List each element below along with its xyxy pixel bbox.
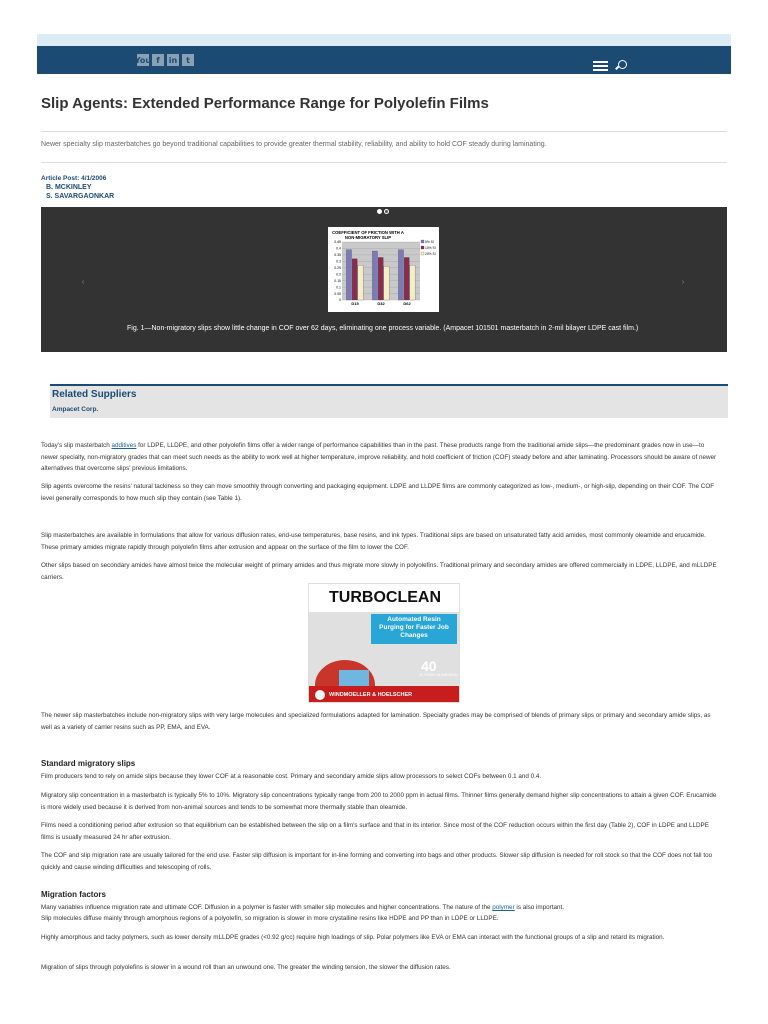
bar: [352, 259, 357, 300]
slider-dots: [377, 209, 389, 214]
body-paragraph: Slip agents overcome the resins' natural tackiness so they can move smoothly through converting and packaging equipment. LDPE and LLDPE films are commonly categorized as low-, medium-, or high-slip, depending on their COF. The COF level generally corresponds to how much slip they contain (see Table 1).: [41, 483, 715, 502]
chart-title: COEFFICIENT OF FRICTION WITH A: [332, 230, 404, 235]
top-strip: [37, 34, 731, 46]
article-post-date: Article Post: 4/1/2006: [41, 175, 107, 182]
y-tick-label: 0.25: [334, 265, 341, 270]
y-tick-label: 0.2: [336, 272, 341, 277]
legend-label: 20% SI: [425, 252, 436, 256]
bar: [384, 266, 389, 300]
divider: [41, 162, 727, 163]
article-subtitle: Newer specialty slip masterbatches go beyond traditional capabilities to provide greater thermal stability, reliability, and ability to hold COF steady during laminating.: [41, 141, 547, 148]
body-paragraph: Slip masterbatches are available in formulations that allow for various diffusion rates, end-use temperatures, base resins, and ink types. Traditional slips are based on unsaturated fatty acid amides, most commonly oleamide and erucamide. These primary amides migrate rapidly through polyolefin films after extrusion and appear on the surface of the film to lower the COF.: [41, 532, 706, 551]
y-tick-label: 0.15: [334, 278, 341, 283]
body-paragraph: Other slips based on secondary amides have almost twice the molecular weight of primary amides and thus migrate more slowly in polyolefins. Traditional primary and secondary amides are offered commercially in LDPE, LLDPE, and mLLDPE carriers.: [41, 562, 717, 581]
ad-anniversary-text: 40 YEARS IN AMERICA: [419, 673, 457, 677]
body-paragraph: [41, 902, 721, 914]
twitter-icon[interactable]: t: [182, 54, 194, 66]
search-icon[interactable]: [618, 60, 627, 69]
related-suppliers-heading: Related Suppliers: [52, 389, 137, 400]
text-run: for LDPE, LLDPE, and other polyolefin films offer a wider range of performance capabilities than in the past. These products range from the traditional amide slips—the predominant grades now in use—to newer specialty, non-migratory grades that can meet such needs as the ability to work well at higher temperature, improve reliability, and hold coefficient of friction (COF) steady before and after laminating. Processors should be aware of newer alternatives that overcome slips' previous limitations.: [41, 442, 717, 472]
y-tick-label: 0.4: [336, 246, 341, 251]
related-suppliers: [50, 386, 728, 418]
social-links: [134, 54, 194, 66]
ad-title: TURBOCLEAN: [329, 589, 441, 606]
y-tick-label: 0.45: [334, 240, 341, 245]
turboclean-ad[interactable]: [308, 583, 460, 703]
y-tick-label: 0.35: [334, 253, 341, 258]
body-paragraph: Films need a conditioning period after extrusion so that equilibrium can be established between the slip on a film's surface and that in its interior. Since most of the COF reduction occurs within the first day (Table 2), COF in LDPE and LLDPE films is usually measured 24 hr after extrusion.: [41, 822, 709, 841]
site-navbar: [37, 46, 731, 74]
x-tick-label: D15: [351, 301, 359, 306]
body-paragraph: The COF and slip migration rate are usually tailored for the end use. Faster slip diffusion is important for in-line forming and converting into bags and other products. Slower slip diffusion is needed for roll stock so that the COF does not fall too quickly and cause winding difficulties and telescoping of rolls.: [41, 852, 713, 871]
slider-dot[interactable]: [377, 209, 382, 214]
ad-anniversary-number: 40: [421, 658, 437, 674]
chart-title: NON-MIGRATORY SLIP: [344, 235, 392, 240]
body-paragraph: Migration of slips through polyolefins is slower in a wound roll than an unwound one. The greater the winding tension, the slower the diffusion rates.: [41, 964, 451, 971]
body-paragraph: Slip molecules diffuse mainly through amorphous regions of a polyolefin, so migration is slower in more crystalline resins like HDPE and PP than in LDPE or LLDPE.: [41, 915, 499, 922]
bar: [358, 265, 363, 300]
bar: [378, 257, 383, 300]
body-paragraph: Film producers tend to rely on amide slips because they lower COF at a reasonable cost. Primary and secondary amide slips allow processors to select COFs between 0.1 and 0.4.: [41, 773, 542, 780]
y-tick-label: 0: [339, 298, 341, 303]
legend-swatch: [421, 246, 424, 249]
polymer-link[interactable]: polymer: [492, 904, 515, 911]
legend-swatch: [421, 240, 424, 243]
ad-brand-bar: [309, 686, 460, 703]
wh-logo-icon: [315, 690, 325, 700]
bar: [346, 250, 351, 300]
ad-tagline: Automated Resin Purging for Faster Job Changes: [371, 614, 457, 644]
bar: [398, 250, 403, 300]
slider-caption: Fig. 1—Non-migratory slips show little change in COF over 62 days, eliminating one process variable. (Ampacet 101501 masterbatch in 2-mil bilayer LDPE cast film.): [127, 325, 639, 332]
bar: [372, 251, 377, 300]
youtube-icon[interactable]: You: [134, 55, 152, 65]
text-run: Today's slip masterbatch: [41, 442, 112, 449]
bar: [410, 265, 415, 300]
author-link[interactable]: S. SAVARGAONKAR: [46, 193, 115, 200]
cof-chart-figure: [328, 227, 439, 312]
supplier-link[interactable]: Ampacet Corp.: [52, 406, 99, 413]
legend-swatch: [421, 252, 424, 255]
text-run: is also important.: [514, 904, 565, 911]
slider-prev-icon[interactable]: ‹: [81, 277, 85, 288]
x-tick-label: D32: [377, 301, 385, 306]
text-run: Many variables influence migration rate and ultimate COF. Diffusion in a polymer is faster with smaller slip molecules and higher concentrations. The nature of the: [41, 904, 493, 911]
bar: [404, 257, 409, 300]
x-tick-label: D62: [403, 301, 411, 306]
body-paragraph: Migratory slip concentration in a masterbatch is typically 5% to 10%. Migratory slip concentrations typically range from 200 to 2000 ppm in actual films. Thinner films generally demand higher slip concentrations to attain a given COF. Erucamide is more widely used because it is derived from non-animal sources and tends to be somewhat more thermally stable than oleamide.: [41, 792, 717, 811]
divider: [41, 131, 727, 132]
slider-next-icon[interactable]: ›: [681, 277, 685, 288]
additives-link[interactable]: additives: [111, 442, 137, 449]
ad-brand: WINDMOELLER & HOELSCHER: [329, 692, 413, 698]
hamburger-menu-icon[interactable]: [593, 61, 608, 71]
image-slider: [41, 207, 727, 352]
body-paragraph: [41, 440, 721, 475]
facebook-icon[interactable]: f: [152, 54, 164, 66]
legend-label: 10% SI: [425, 246, 436, 250]
body-paragraph: Highly amorphous and tacky polymers, such as lower density mLLDPE grades (<0.92 g/cc) require high loadings of slip. Polar polymers like EVA or EMA can interact with the functional groups of a slip and retard its migration.: [41, 934, 665, 941]
y-tick-label: 0.05: [334, 291, 341, 296]
section-heading: Standard migratory slips: [41, 759, 136, 768]
cof-bar-chart: [328, 227, 439, 312]
author-link[interactable]: B. MCKINLEY: [46, 184, 92, 191]
page-title: Slip Agents: Extended Performance Range for Polyolefin Films: [41, 95, 489, 112]
section-heading: Migration factors: [41, 890, 106, 899]
y-tick-label: 0.3: [336, 259, 341, 264]
body-paragraph: The newer slip masterbatches include non-migratory slips with very large molecules and specialized formulations adapted for lamination. Specialty grades may be comprised of blends of primary slips or primary and secondary amide slips, as well as a variety of carrier resins such as PP, EMA, and EVA.: [41, 712, 711, 731]
y-tick-label: 0.1: [336, 285, 341, 290]
slider-dot[interactable]: [384, 209, 389, 214]
linkedin-icon[interactable]: in: [168, 55, 178, 65]
legend-label: 5% SI: [425, 240, 434, 244]
